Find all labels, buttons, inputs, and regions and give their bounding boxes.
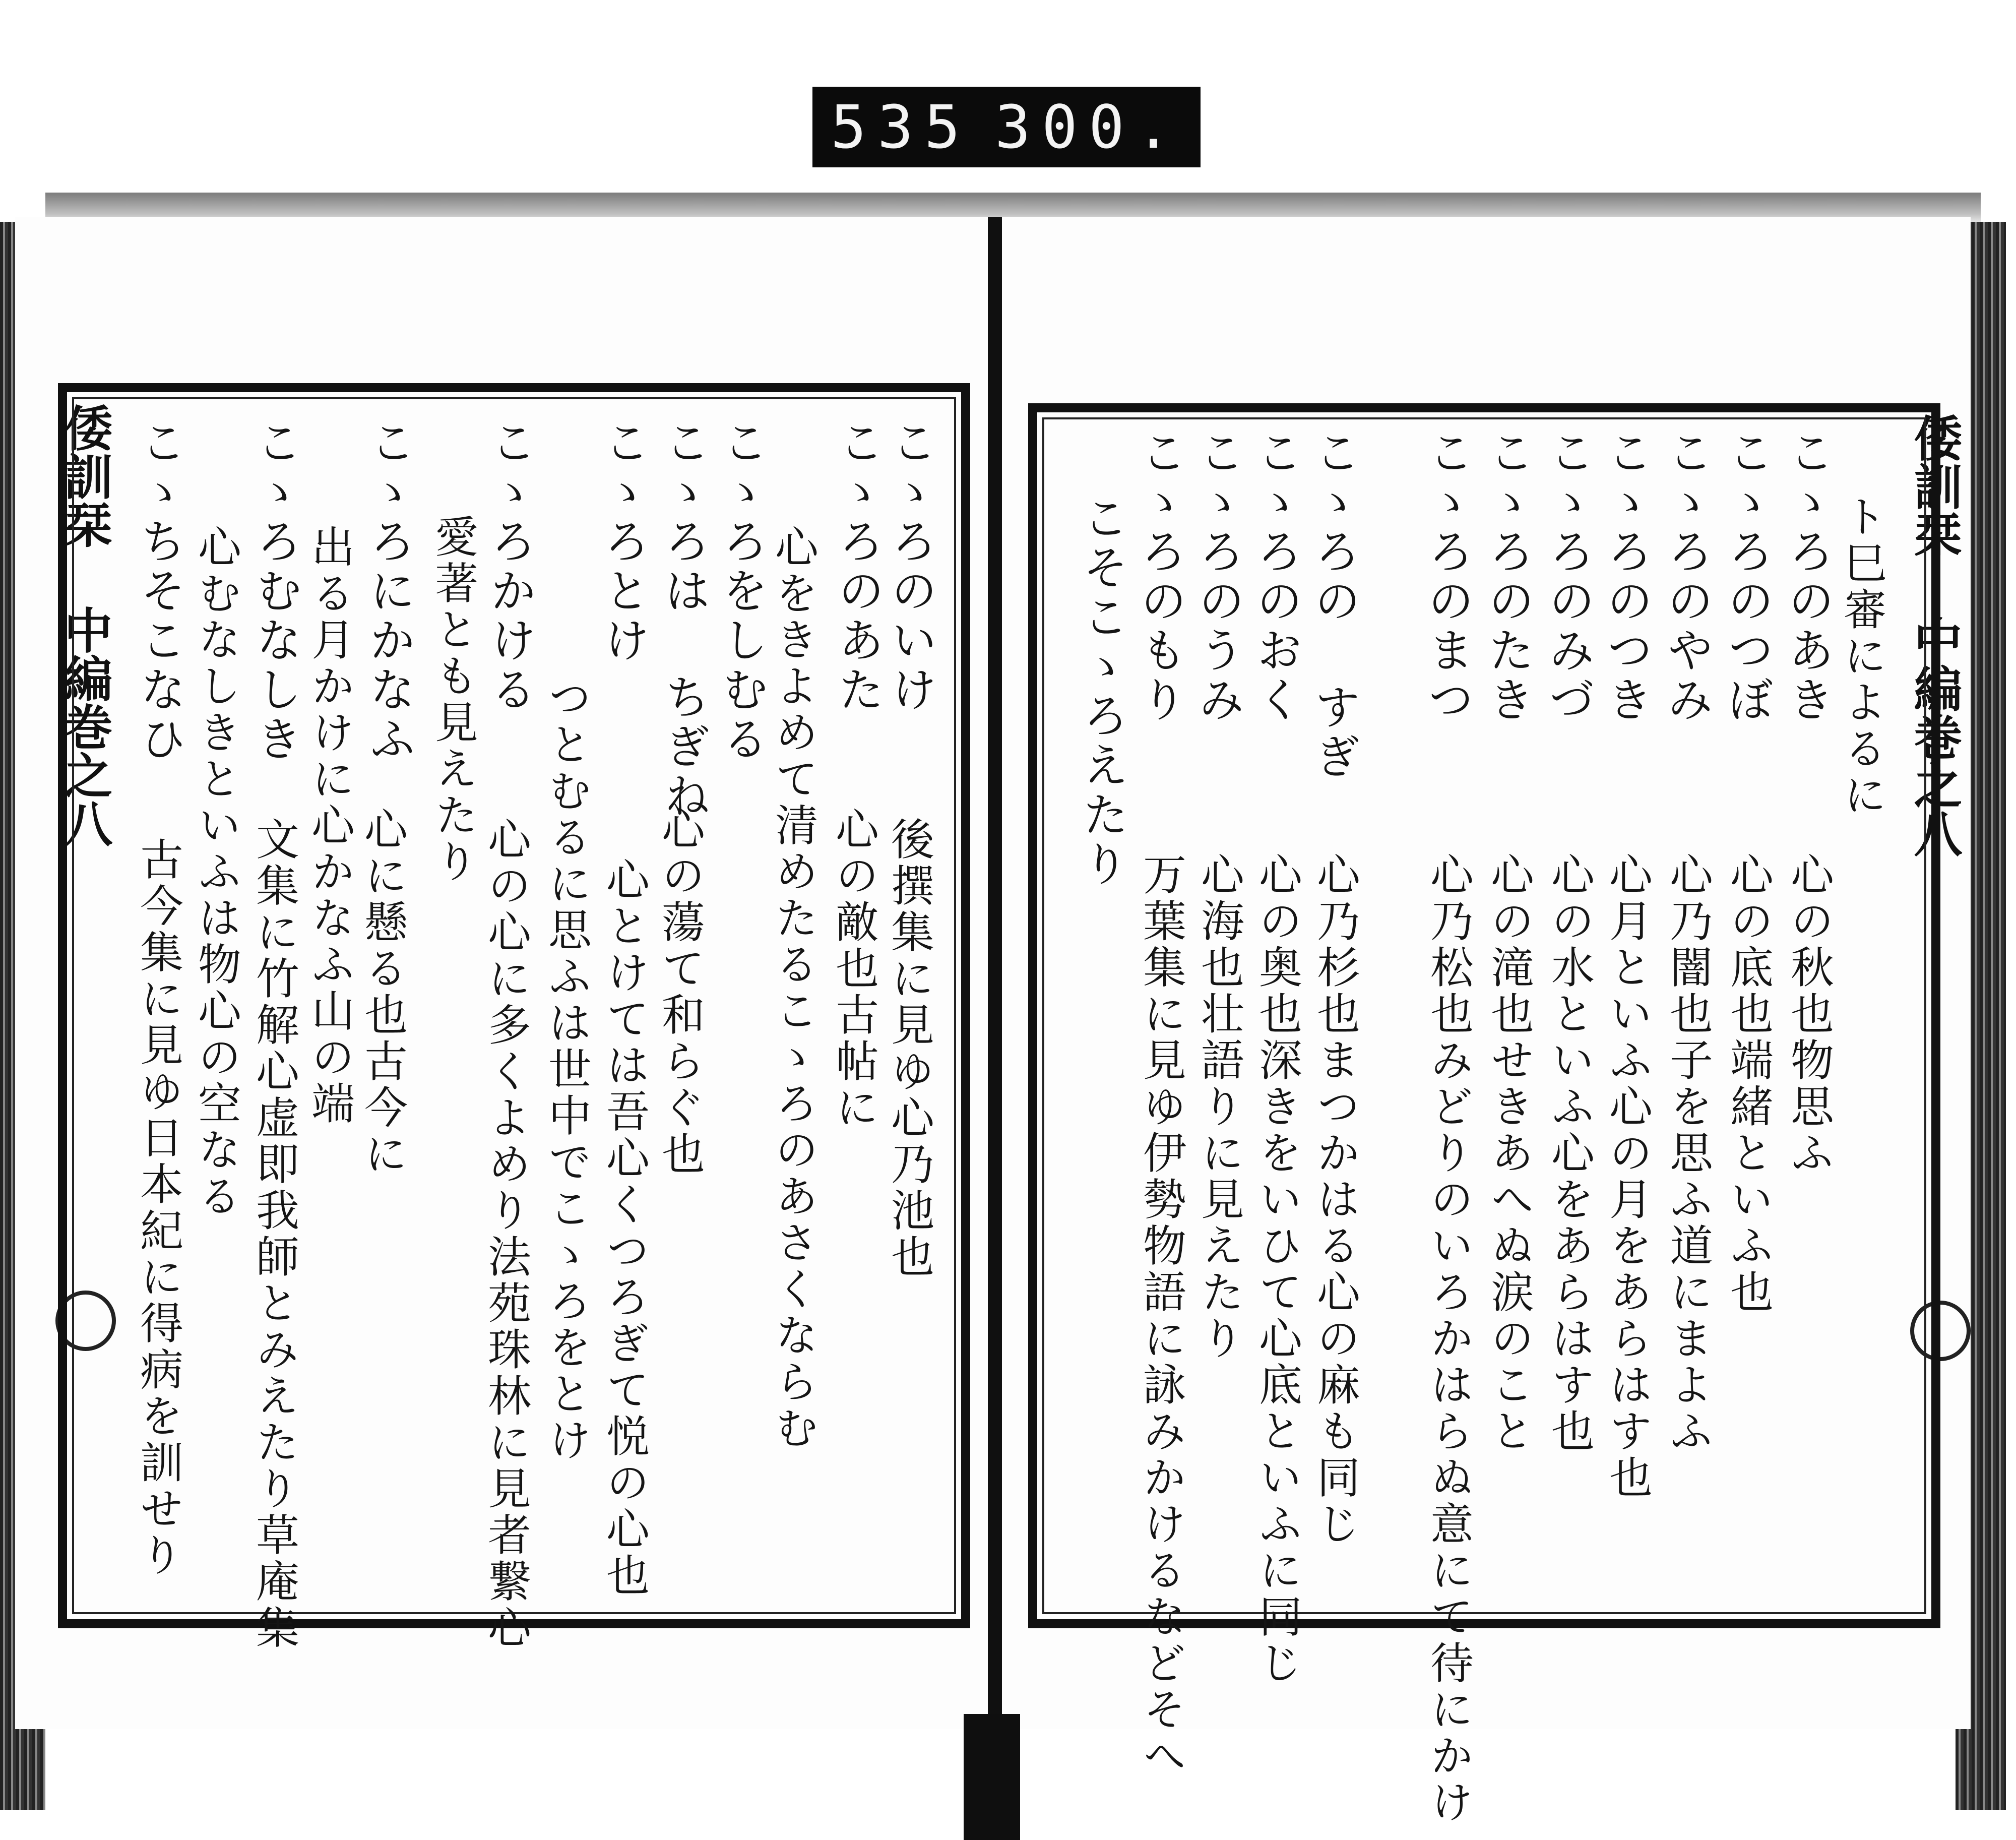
right-col-17: こゝろのおく [1249,428,1303,725]
right-col-2: 心の秋也物思ふ [1783,852,1834,1177]
right-col-18: 心の奥也深きをいひて心底といふに同じ [1251,852,1302,1687]
right-col-22: 万葉集に見ゆ伊勢物語に詠みかけるなどそへ [1136,852,1186,1780]
left-col-15: 心に懸る也古今に [357,807,407,1178]
right-col-6: 心乃闇也子を思ふ道にまよふ [1662,852,1713,1455]
right-col-1: こゝろのあき [1781,428,1835,725]
left-col-3: 心の敵也古帖に [828,807,878,1131]
left-hashira: 倭訓栞 中編巻之八 [56,403,113,847]
right-col-7: こゝろのつき [1599,428,1653,725]
right-col-23: こそこゝろえたり [1075,494,1129,889]
gutter-block [964,1714,1020,1840]
right-col-20: 心海也壮語りに見えたり [1193,852,1244,1362]
right-col-13: こゝろのまつ [1420,428,1474,725]
right-col-15: こゝろの すぎ [1307,428,1361,782]
book-gutter [988,217,1002,1790]
right-header: ト巳審によるに [1836,494,1886,819]
right-col-3: こゝろのつぼ [1720,428,1774,725]
right-col-16: 心乃杉也まつかはる心の麻も同じ [1309,852,1360,1548]
left-col-8: こゝろは ちぎね [657,418,711,821]
left-col-1: こゝろのいけ [884,418,937,715]
left-col-17: 出る月かけに心かなふ山の端 [304,524,354,1127]
left-col-7: 心の蕩て和らぐ也 [654,807,705,1178]
right-col-19: こゝろのうみ [1191,428,1245,725]
right-col-4: 心の底也端緒といふ也 [1723,852,1773,1316]
left-col-6: 心をきよめて清めたるこゝろのあさくならむ [768,524,818,1452]
left-col-11: つとむるに思ふは世中でこゝろをとけ [541,676,591,1464]
left-col-20: 心むなしきといふは物心の空なる [191,524,241,1220]
right-hashira: 倭訓栞 中編巻之八 [1906,413,1963,857]
counter-right: 300. [994,92,1182,162]
right-col-9: こゝろのみづ [1541,428,1595,725]
right-col-8: 心月といふ心の月をあらはす也 [1602,852,1652,1501]
right-col-12: 心の滝也せきあへぬ涙のこと [1483,852,1534,1455]
left-col-10: 心とけては吾心くつろぎて悦の心也 [599,857,649,1599]
left-col-4: 後撰集に見ゆ心乃池也 [884,817,934,1280]
left-col-14: 愛著とも見えたり [427,514,478,885]
counter-left: 535 [831,92,972,162]
right-col-10: 心の水といふ心をあらはす也 [1544,852,1594,1455]
left-col-9: こゝろとけ [596,418,650,665]
left-col-16: こゝろにかなふ [362,418,416,764]
right-col-14: 心乃松也みどりのいろかはらぬ意にて待にかけ [1423,852,1473,1826]
right-col-11: こゝろのたき [1481,428,1535,725]
left-col-18: 文集に竹解心虚即我師とみえたり草庵集 [248,817,299,1651]
left-col-21: 古今集に見ゆ日本紀に得病を訓せり [133,837,183,1579]
left-col-12: 心の心に多くよめり法苑珠林に見者繋心 [480,817,531,1651]
right-col-21: こゝろのもり [1133,428,1187,725]
left-col-19: こゝろむなしき [248,418,302,764]
frame-counter-tag [812,87,1201,167]
left-col-13: こゝろかける [483,418,537,715]
right-col-5: こゝろのやみ [1660,428,1714,725]
left-col-2: こゝろのあた [831,418,885,715]
left-col-22: こゝちそこなひ [133,418,186,764]
left-col-5: こゝろをしむる [715,418,769,764]
